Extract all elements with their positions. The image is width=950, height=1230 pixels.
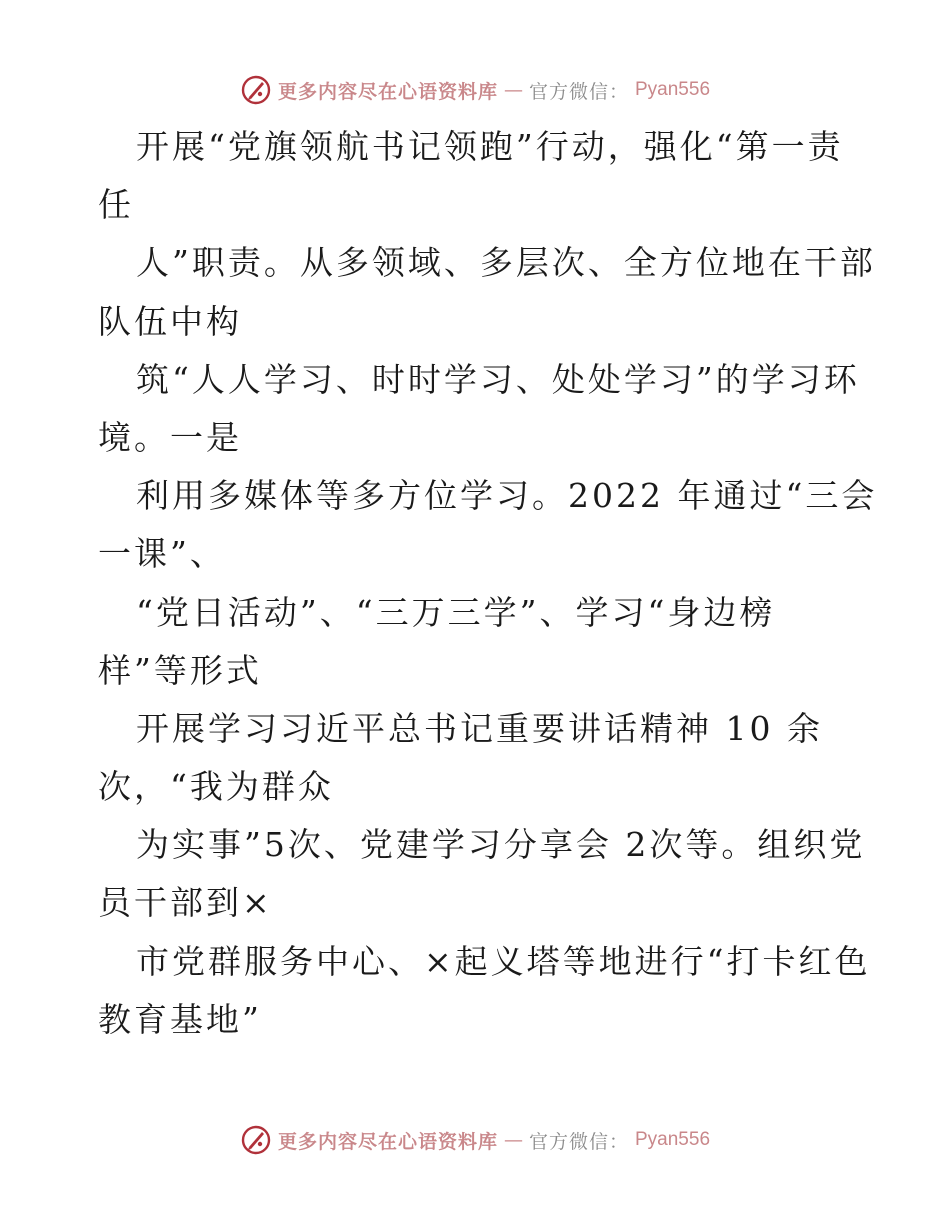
text-line: 样”等形式 (98, 650, 262, 690)
text-line: 开展“党旗领航书记领跑”行动，强化“第一责 (136, 127, 844, 166)
text-line: 员干部到× (98, 883, 273, 923)
text-line: 教育基地” (98, 999, 262, 1039)
watermark-account: Pyan556 (635, 1129, 711, 1150)
watermark-label: 官方微信： (528, 1130, 629, 1153)
text-line: 人”职责。从多领域、多层次、全方位地在干部 (136, 243, 876, 283)
watermark-dash: — (503, 1129, 523, 1151)
header-watermark (0, 70, 950, 110)
text-line: “党日活动”、“三万三学”、学习“身边榜 (136, 592, 776, 632)
text-line: 利用多媒体等多方位学习。2022 年通过“三会 (136, 476, 878, 516)
watermark-label: 官方微信： (528, 80, 629, 103)
text-line: 筑“人人学习、时时学习、处处学习”的学习环 (136, 359, 860, 399)
quill-logo-icon (240, 74, 272, 106)
text-line: 一课”、 (98, 534, 226, 574)
document-body (98, 118, 878, 1049)
text-line: 为实事”5次、党建学习分享会 2次等。组织党 (136, 825, 866, 865)
text-line: 境。一是 (98, 417, 242, 457)
text-line: 次，“我为群众 (98, 767, 334, 807)
text-line: 队伍中构 (98, 301, 242, 341)
text-line: 任 (98, 185, 134, 225)
watermark-main-text: 更多内容尽在心语资料库 (277, 1130, 498, 1153)
quill-logo-icon (240, 1124, 272, 1156)
watermark-main-text: 更多内容尽在心语资料库 (277, 80, 498, 103)
watermark-dash: — (503, 79, 523, 101)
text-line: 市党群服务中心、×起义塔等地进行“打卡红色 (136, 941, 871, 981)
footer-watermark (0, 1120, 950, 1160)
watermark-account: Pyan556 (635, 79, 711, 100)
text-line: 开展学习习近平总书记重要讲话精神 10 余 (136, 708, 823, 748)
